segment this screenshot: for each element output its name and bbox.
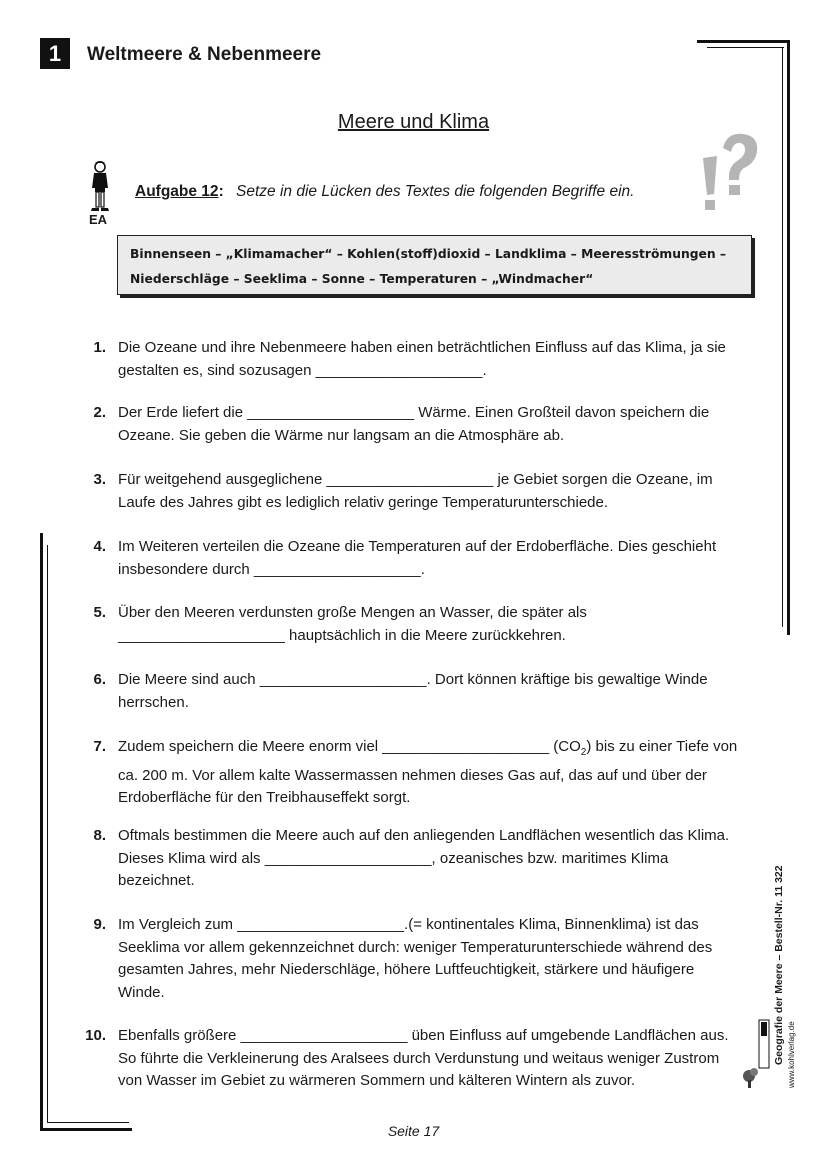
item-text: Über den Meeren verdunsten große Mengen an Wasser, die später als ____________________ hauptsächlich in die Meere zurückkehren. [118,604,587,644]
item-number: 10. [85,1027,106,1044]
item-number: 8. [93,827,106,844]
frame-line [40,533,43,1131]
item-text: Im Vergleich zum ____________________.(= kontinentales Klima, Binnenklima) ist das Seeklima vor allem gekennzeichnet durch: weniger Temperaturunterschiede während des gesamten Jahres, mehr Niederschläge, höhere Luftfeuchtigkeit, stärkere und häufigere Winde. [118,916,713,1001]
work-mode-label: EA [89,212,108,227]
item-number: 7. [93,738,106,755]
item-text: Der Erde liefert die ____________________ Wärme. Einen Großteil davon speichern die Ozeane. Sie geben die Wärme nur langsam an die Atmosphäre ab. [118,404,710,444]
chapter-title: Weltmeere & Nebenmeere [87,44,322,65]
publisher-logo [741,1018,771,1090]
item-text: Die Ozeane und ihre Nebenmeere haben einen beträchtlichen Einfluss auf das Klima, ja sie gestalten es, sind sozusagen ____________________. [118,339,726,379]
item-number: 3. [93,471,106,488]
list-item [80,736,740,810]
terms-line: Binnenseen – „Klimamacher“ – Kohlen(stoff)dioxid – Landklima – Meeresströmungen – [130,247,727,261]
list-item [80,602,740,647]
item-number: 6. [93,671,106,688]
item-text [118,736,740,810]
task-text: Setze in die Lücken des Textes die folgenden Begriffe ein. [236,183,635,200]
list-item [80,825,740,893]
frame-line [782,47,783,627]
list-item [80,536,740,581]
task-colon: : [218,183,224,200]
item-number: 9. [93,916,106,933]
list-item [80,1025,740,1093]
item-text-part: ) bis zu einer Tiefe von ca. 200 m. Vor allem kalte Wassermassen nehmen dieses Gas auf, das auf und über der Erdoberfläche für den Treibhauseffekt sorgt. [118,738,738,806]
item-number: 5. [93,604,106,621]
item-text: Für weitgehend ausgeglichene ____________________ je Gebiet sorgen die Ozeane, im Laufe des Jahres gibt es lediglich relativ geringe Temperaturunterschiede. [118,471,713,511]
page-number: Seite 17 [387,1123,440,1139]
list-item [80,914,740,1004]
item-text: Ebenfalls größere ____________________ üben Einfluss auf umgebende Landflächen aus. So führte die Verkleinerung des Aralsees durch Verdunstung und weitaus weniger Zustrom von Wasser im Gebiet zu wärmeren Sommern und kälteren Wintern als zuvor. [118,1027,729,1089]
item-number: 4. [93,538,106,555]
item-number: 2. [93,404,106,421]
person-icon [86,160,114,212]
item-text: Die Meere sind auch ____________________. Dort können kräftige bis gewaltige Winde herrschen. [118,671,708,711]
terms-line: Niederschläge – Seeklima – Sonne – Temperaturen – „Windmacher“ [130,272,594,286]
list-item [80,402,740,447]
item-number: 1. [93,339,106,356]
chapter-number: 1 [40,38,70,69]
subscript: 2 [580,747,587,758]
task-instruction [135,183,634,201]
item-text-part: Zudem speichern die Meere enorm viel ____________________ (CO [118,738,581,755]
terms-box [117,235,752,295]
list-item [80,469,740,514]
question-exclamation-icon [697,130,761,218]
publisher-url: www.kohlverlag.de [787,1021,796,1088]
frame-line [707,47,784,48]
side-order-text: Geografie der Meere – Bestell-Nr. 11 322 [773,865,785,1065]
frame-line [47,545,48,1123]
task-label: Aufgabe 12 [135,183,219,200]
list-item [80,669,740,714]
item-text: Im Weiteren verteilen die Ozeane die Temperaturen auf der Erdoberfläche. Dies geschieht insbesondere durch ____________________. [118,538,717,578]
item-text: Oftmals bestimmen die Meere auch auf den anliegenden Landflächen wesentlich das Klima. Dieses Klima wird als ____________________, ozeanisches bzw. maritimes Klima bezeichnet. [118,827,730,889]
frame-line [697,40,789,43]
list-item [80,337,740,382]
section-title: Meere und Klima [337,111,490,133]
